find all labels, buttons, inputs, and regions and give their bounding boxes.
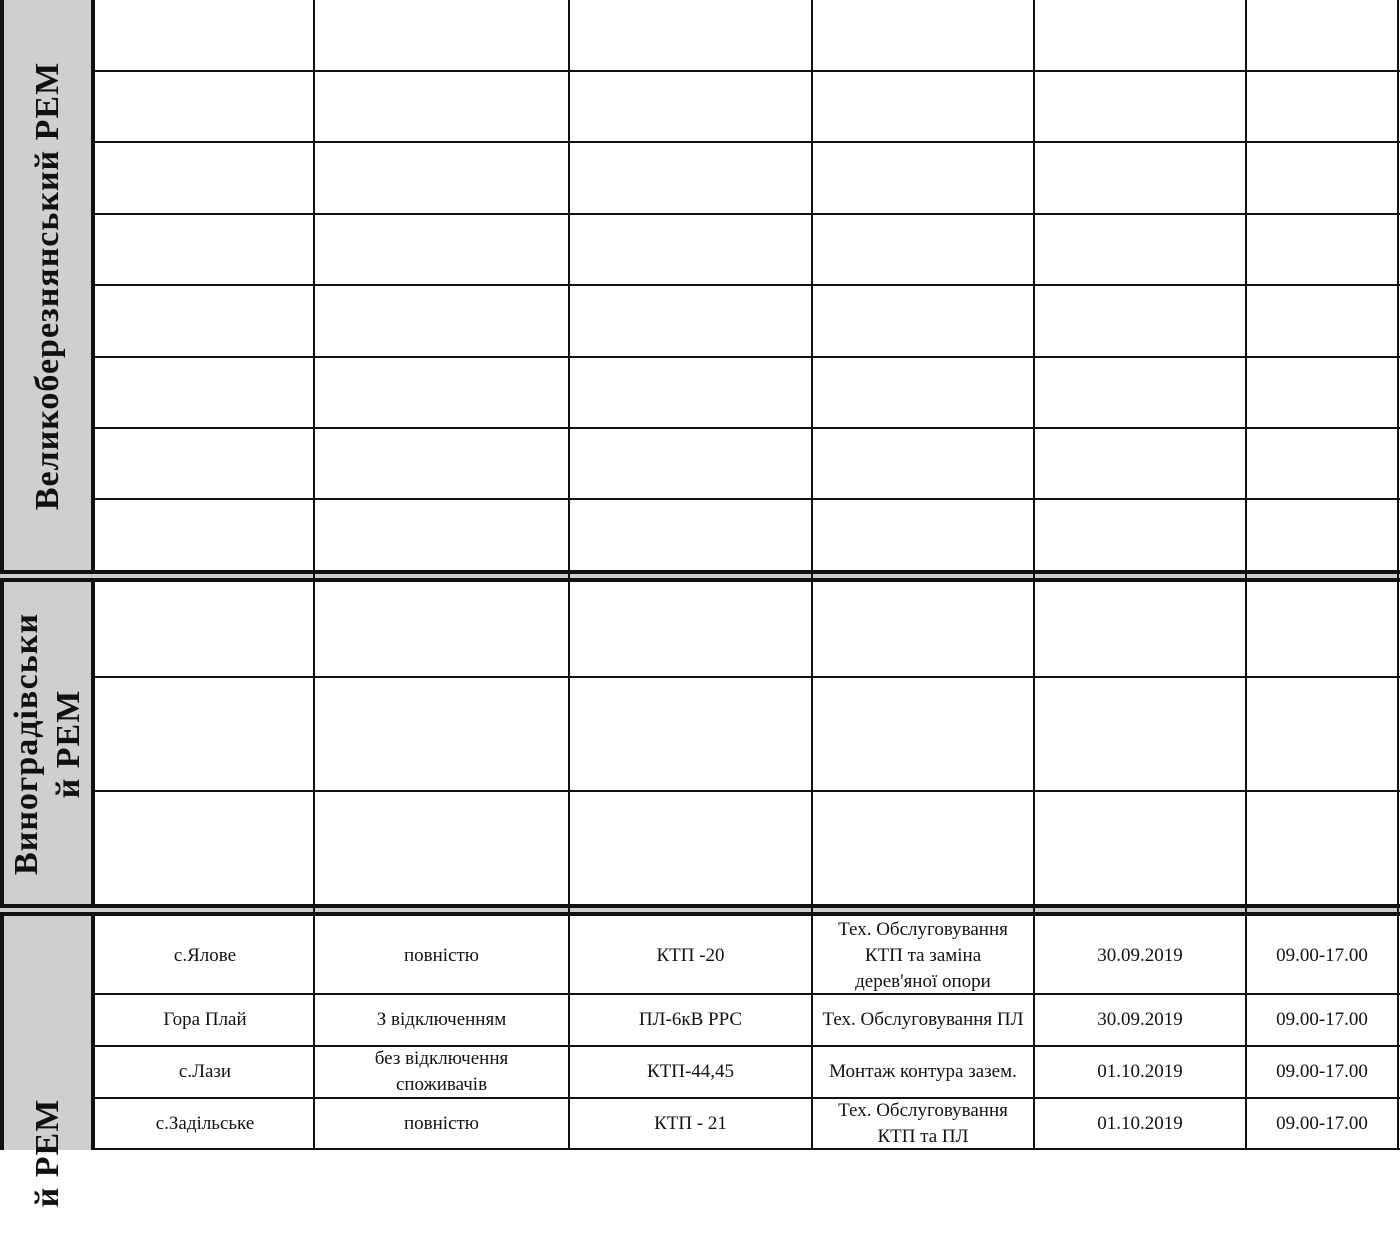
time-cell: 09.00-17.00 [1276,1009,1368,1030]
row-divider [95,498,1400,500]
row-divider [95,790,1400,792]
time-cell: 09.00-17.00 [1276,1113,1368,1134]
disconnection-cell: без відключення споживачів [374,1048,509,1095]
row-divider [95,141,1400,143]
work-cell: Тех. Обслуговування КТП та ПЛ [838,1100,1008,1147]
date-cell: 01.10.2019 [1097,1061,1183,1082]
object-cell: ПЛ-6кВ РРС [638,1009,743,1030]
region-label: й РЕМ [28,1098,66,1208]
row-divider [95,213,1400,215]
work-cell: Тех. Обслуговування КТП та заміна дерев'яної опори [838,918,1008,992]
date-cell: 01.10.2019 [1097,1113,1183,1134]
time-cell: 09.00-17.00 [1276,944,1368,966]
disconnection-cell: З відключенням [376,1009,507,1030]
settlement-cell: с.Лази [178,1061,232,1082]
work-cell: Монтаж контура зазем. [829,1061,1017,1082]
object-cell: КТП - 21 [654,1113,727,1134]
region-cell-velykobereznyanskyi [0,0,95,572]
row-divider [95,284,1400,286]
row-divider [95,356,1400,358]
row-divider [95,70,1400,72]
region-separator [0,570,1400,582]
region-label-line-2: й РЕМ [49,689,87,799]
settlement-cell: с.Ялове [173,944,237,966]
column-divider [1397,0,1399,1150]
object-cell: КТП-44,45 [646,1061,735,1082]
row-divider [95,427,1400,429]
date-cell: 30.09.2019 [1097,944,1183,966]
region-label-line-1: Виноградівськи [7,613,45,875]
region-label [6,584,90,904]
region-separator [0,904,1400,916]
region-label: Великоберезнянський РЕМ [28,61,66,511]
region-cell-partial [0,916,95,1208]
date-cell: 30.09.2019 [1097,1009,1183,1030]
work-cell: Тех. Обслуговування ПЛ [822,1009,1024,1030]
disconnection-cell: повністю [403,944,480,966]
disconnection-cell: повністю [403,1113,480,1134]
time-cell: 09.00-17.00 [1276,1061,1368,1082]
region-cell-vynohradivskyi [0,582,95,906]
row-divider [95,676,1400,678]
settlement-cell: Гора Плай [163,1009,247,1030]
settlement-cell: с.Задільське [155,1113,255,1134]
object-cell: КТП -20 [656,944,725,966]
